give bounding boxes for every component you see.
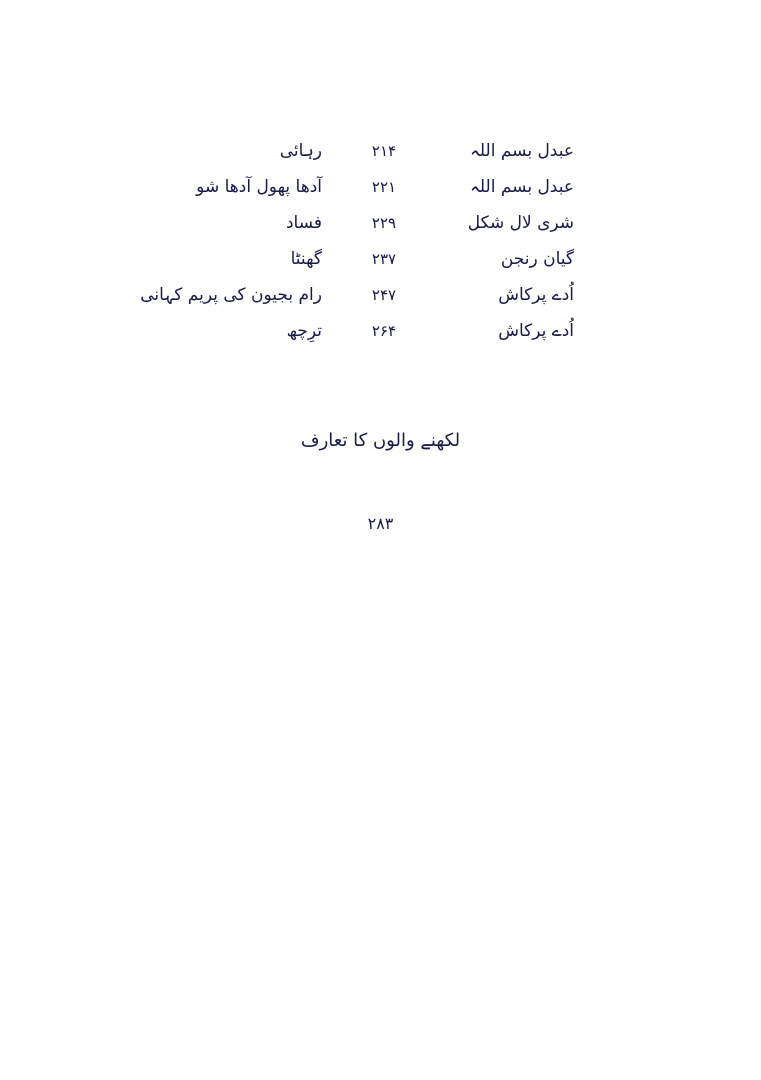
toc-page-number: ۲۲۱ bbox=[371, 178, 397, 196]
toc-page-number: ۲۲۹ bbox=[371, 214, 397, 232]
toc-title: رہائی bbox=[279, 141, 322, 161]
toc-entry bbox=[160, 318, 580, 354]
section-page-number: ۲۸۳ bbox=[367, 514, 394, 533]
section-heading: لکھنے والوں کا تعارف bbox=[300, 430, 461, 451]
toc-author: عبدل بسم اللہ bbox=[469, 141, 574, 161]
toc-author: اُدے پرکاش bbox=[498, 321, 574, 341]
table-of-contents bbox=[140, 138, 580, 354]
toc-title: گھنٹا bbox=[290, 249, 322, 269]
toc-author: عبدل بسم اللہ bbox=[469, 177, 574, 197]
toc-page-number: ۲۱۴ bbox=[371, 142, 397, 160]
toc-entry bbox=[160, 174, 580, 210]
toc-entry bbox=[160, 138, 580, 174]
toc-page-number: ۲۶۴ bbox=[371, 322, 397, 340]
toc-title: فساد bbox=[285, 213, 322, 233]
toc-entry bbox=[140, 282, 580, 318]
toc-page-number: ۲۴۷ bbox=[371, 286, 397, 304]
toc-author: شری لال شکل bbox=[467, 213, 574, 233]
toc-page-number: ۲۳۷ bbox=[371, 250, 397, 268]
toc-title: آدھا پھول آدھا شو bbox=[196, 177, 322, 197]
toc-author: گیان رنجن bbox=[500, 249, 574, 269]
toc-title: ترِچھ bbox=[286, 321, 322, 341]
toc-title: رام بجیون کی پریم کہانی bbox=[140, 285, 322, 305]
toc-entry bbox=[160, 210, 580, 246]
toc-entry bbox=[160, 246, 580, 282]
toc-author: اُدے پرکاش bbox=[498, 285, 574, 305]
